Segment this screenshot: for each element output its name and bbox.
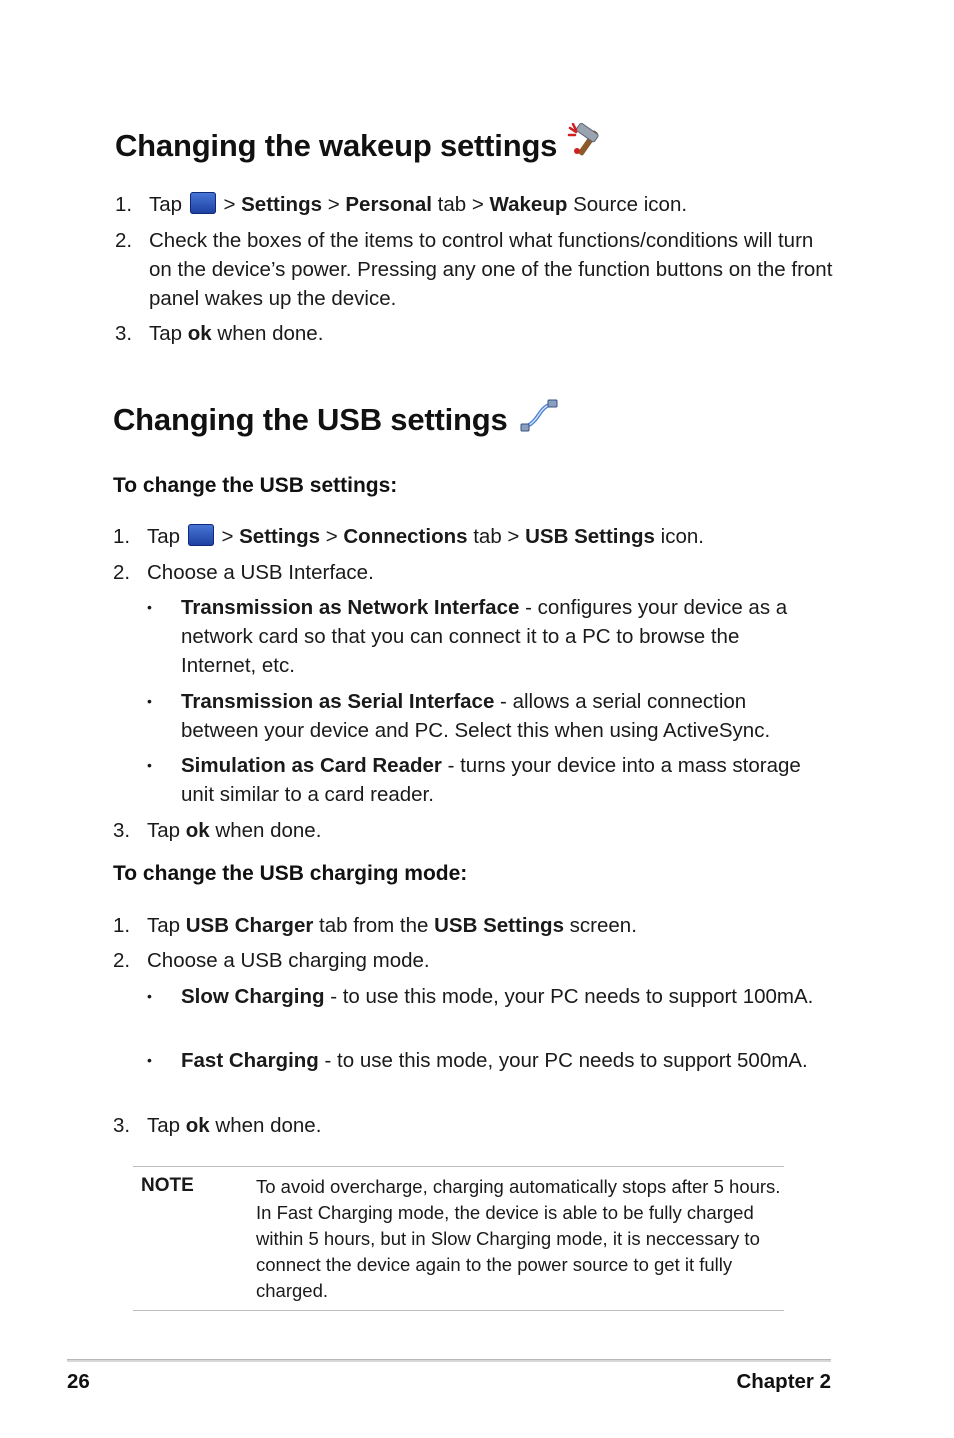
- usb-bullet-card-reader: • Simulation as Card Reader - turns your device into a mass storage unit similar to a card reader.: [147, 754, 801, 806]
- page-number: 26: [67, 1370, 90, 1393]
- windows-start-icon: [188, 524, 214, 546]
- usb-title-text: Changing the USB settings: [113, 402, 508, 437]
- charging-step-3: 3. Tap ok when done.: [113, 1114, 322, 1137]
- charging-step-2: 2. Choose a USB charging mode.: [113, 949, 430, 972]
- windows-start-icon: [190, 192, 216, 214]
- charging-bullet-fast: • Fast Charging - to use this mode, your PC needs to support 500mA.: [147, 1049, 808, 1072]
- usb-charging-subtitle: To change the USB charging mode:: [113, 862, 468, 885]
- charging-bullet-slow: • Slow Charging - to use this mode, your PC needs to support 100mA.: [147, 985, 814, 1008]
- usb-step-1: 1. Tap > Settings > Connections tab > USB Settings icon.: [113, 525, 704, 548]
- note-label: NOTE: [141, 1175, 194, 1196]
- footer-rule: [67, 1359, 831, 1362]
- wakeup-title-text: Changing the wakeup settings: [115, 128, 558, 163]
- wakeup-step-2: 2. Check the boxes of the items to control what functions/conditions will turn on the device’s power. Pressing any one of the function buttons on the front panel wakes up the device.: [115, 229, 833, 310]
- usb-bullet-serial: • Transmission as Serial Interface - allows a serial connection between your device and PC. Select this when using ActiveSync.: [147, 690, 771, 742]
- usb-step-3: 3. Tap ok when done.: [113, 819, 322, 842]
- wakeup-step-3: 3. Tap ok when done.: [115, 322, 324, 345]
- usb-section-title: [113, 402, 558, 438]
- note-text: To avoid overcharge, charging automatically stops after 5 hours. In Fast Charging mode, the device is able to be fully charged within 5 hours, but in Slow Charging mode, it is neccessary to connect the device again to the power source to get it fully charged.: [256, 1176, 781, 1301]
- usb-step-2: 2. Choose a USB Interface.: [113, 561, 374, 584]
- note-box: [133, 1166, 784, 1311]
- wakeup-step-1: 1. Tap > Settings > Personal tab > Wakeup Source icon.: [115, 193, 688, 216]
- chapter-label: Chapter 2: [736, 1370, 831, 1393]
- usb-settings-subtitle: To change the USB settings:: [113, 474, 398, 497]
- usb-bullet-network: • Transmission as Network Interface - configures your device as a network card so that you can connect it to a PC to browse the Internet, etc.: [147, 596, 788, 677]
- usb-cable-icon: [520, 399, 558, 433]
- wakeup-section-title: [115, 128, 607, 164]
- wakeup-hammer-icon: [567, 123, 607, 163]
- charging-step-1: 1. Tap USB Charger tab from the USB Settings screen.: [113, 914, 637, 937]
